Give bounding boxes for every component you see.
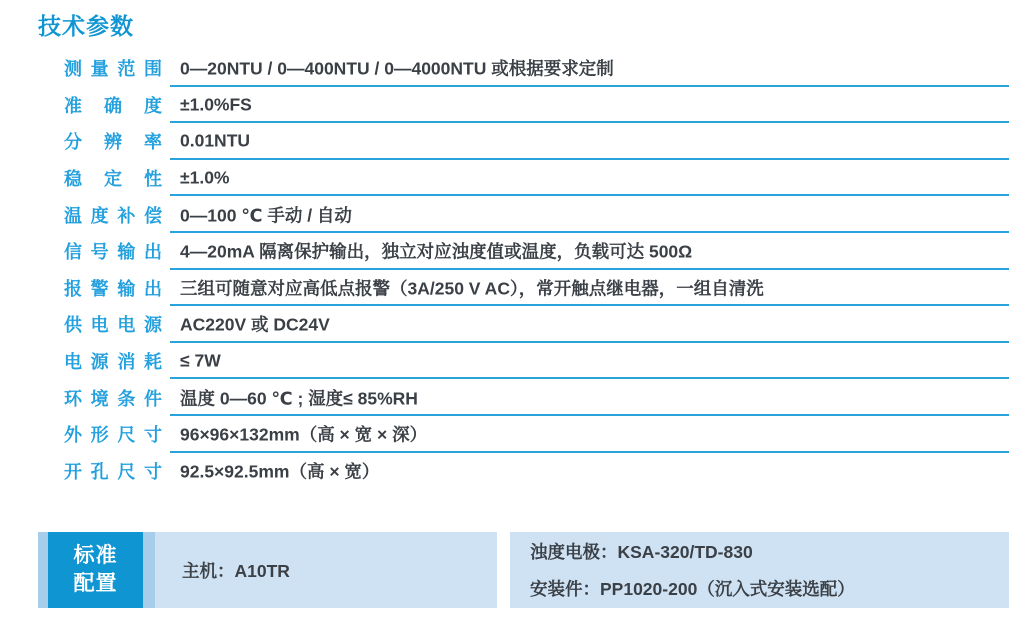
spec-label: 准确度 bbox=[64, 95, 162, 116]
table-row bbox=[0, 123, 1009, 160]
standard-config-badge bbox=[48, 532, 143, 608]
spec-value: 温度 0—60 ℃ ; 湿度≤ 85%RH bbox=[180, 388, 418, 409]
spec-label: 信号输出 bbox=[64, 242, 162, 263]
table-row bbox=[0, 453, 1009, 490]
table-row bbox=[0, 196, 1009, 233]
spec-value: ±1.0% bbox=[180, 167, 230, 188]
spec-label: 稳定性 bbox=[64, 169, 162, 190]
spec-value: 0.01NTU bbox=[180, 130, 251, 151]
table-row bbox=[0, 87, 1009, 124]
spec-table bbox=[0, 50, 1009, 489]
spec-label: 分辨率 bbox=[64, 132, 162, 153]
page-title: 技术参数 bbox=[38, 13, 134, 39]
spec-label: 温度补偿 bbox=[64, 205, 162, 226]
panel-divider bbox=[497, 532, 510, 608]
spec-label: 外形尺寸 bbox=[64, 425, 162, 446]
spec-label: 供电电源 bbox=[64, 315, 162, 336]
table-row bbox=[0, 50, 1009, 87]
spec-label: 环境条件 bbox=[64, 388, 162, 409]
spec-value: 0—20NTU / 0—400NTU / 0—4000NTU 或根据要求定制 bbox=[180, 58, 614, 79]
mounting-value: 安装件：PP1020-200（沉入式安装选配） bbox=[530, 579, 855, 599]
table-row bbox=[0, 160, 1009, 197]
accent-strip bbox=[38, 532, 48, 608]
badge-line: 配置 bbox=[73, 572, 118, 595]
table-row bbox=[0, 306, 1009, 343]
spec-value: 96×96×132mm（高 × 宽 × 深） bbox=[180, 424, 428, 445]
config-panel-accessories bbox=[510, 532, 1009, 608]
spec-value: 92.5×92.5mm（高 × 宽） bbox=[180, 461, 380, 482]
badge-line: 标准 bbox=[73, 544, 118, 567]
spec-value: 三组可随意对应高低点报警（3A/250 V AC），常开触点继电器，一组自清洗 bbox=[180, 278, 764, 299]
table-row bbox=[0, 379, 1009, 416]
spec-value: ±1.0%FS bbox=[180, 94, 252, 115]
spec-label: 测量范围 bbox=[64, 59, 162, 80]
electrode-value: 浊度电极：KSA-320/TD-830 bbox=[530, 542, 753, 562]
table-row bbox=[0, 343, 1009, 380]
table-row bbox=[0, 416, 1009, 453]
spec-value: ≤ 7W bbox=[180, 350, 221, 371]
accent-strip bbox=[143, 532, 155, 608]
table-row bbox=[0, 233, 1009, 270]
spec-value: AC220V 或 DC24V bbox=[180, 314, 330, 335]
standard-config-bar bbox=[38, 532, 1009, 608]
host-value: 主机：A10TR bbox=[182, 560, 290, 581]
spec-label: 开孔尺寸 bbox=[64, 461, 162, 482]
spec-value: 4—20mA 隔离保护输出，独立对应浊度值或温度，负载可达 500Ω bbox=[180, 241, 693, 262]
spec-label: 电源消耗 bbox=[64, 352, 162, 373]
table-row bbox=[0, 270, 1009, 307]
config-panel-host bbox=[155, 532, 497, 608]
spec-label: 报警输出 bbox=[64, 278, 162, 299]
spec-value: 0—100 ℃ 手动 / 自动 bbox=[180, 205, 352, 226]
